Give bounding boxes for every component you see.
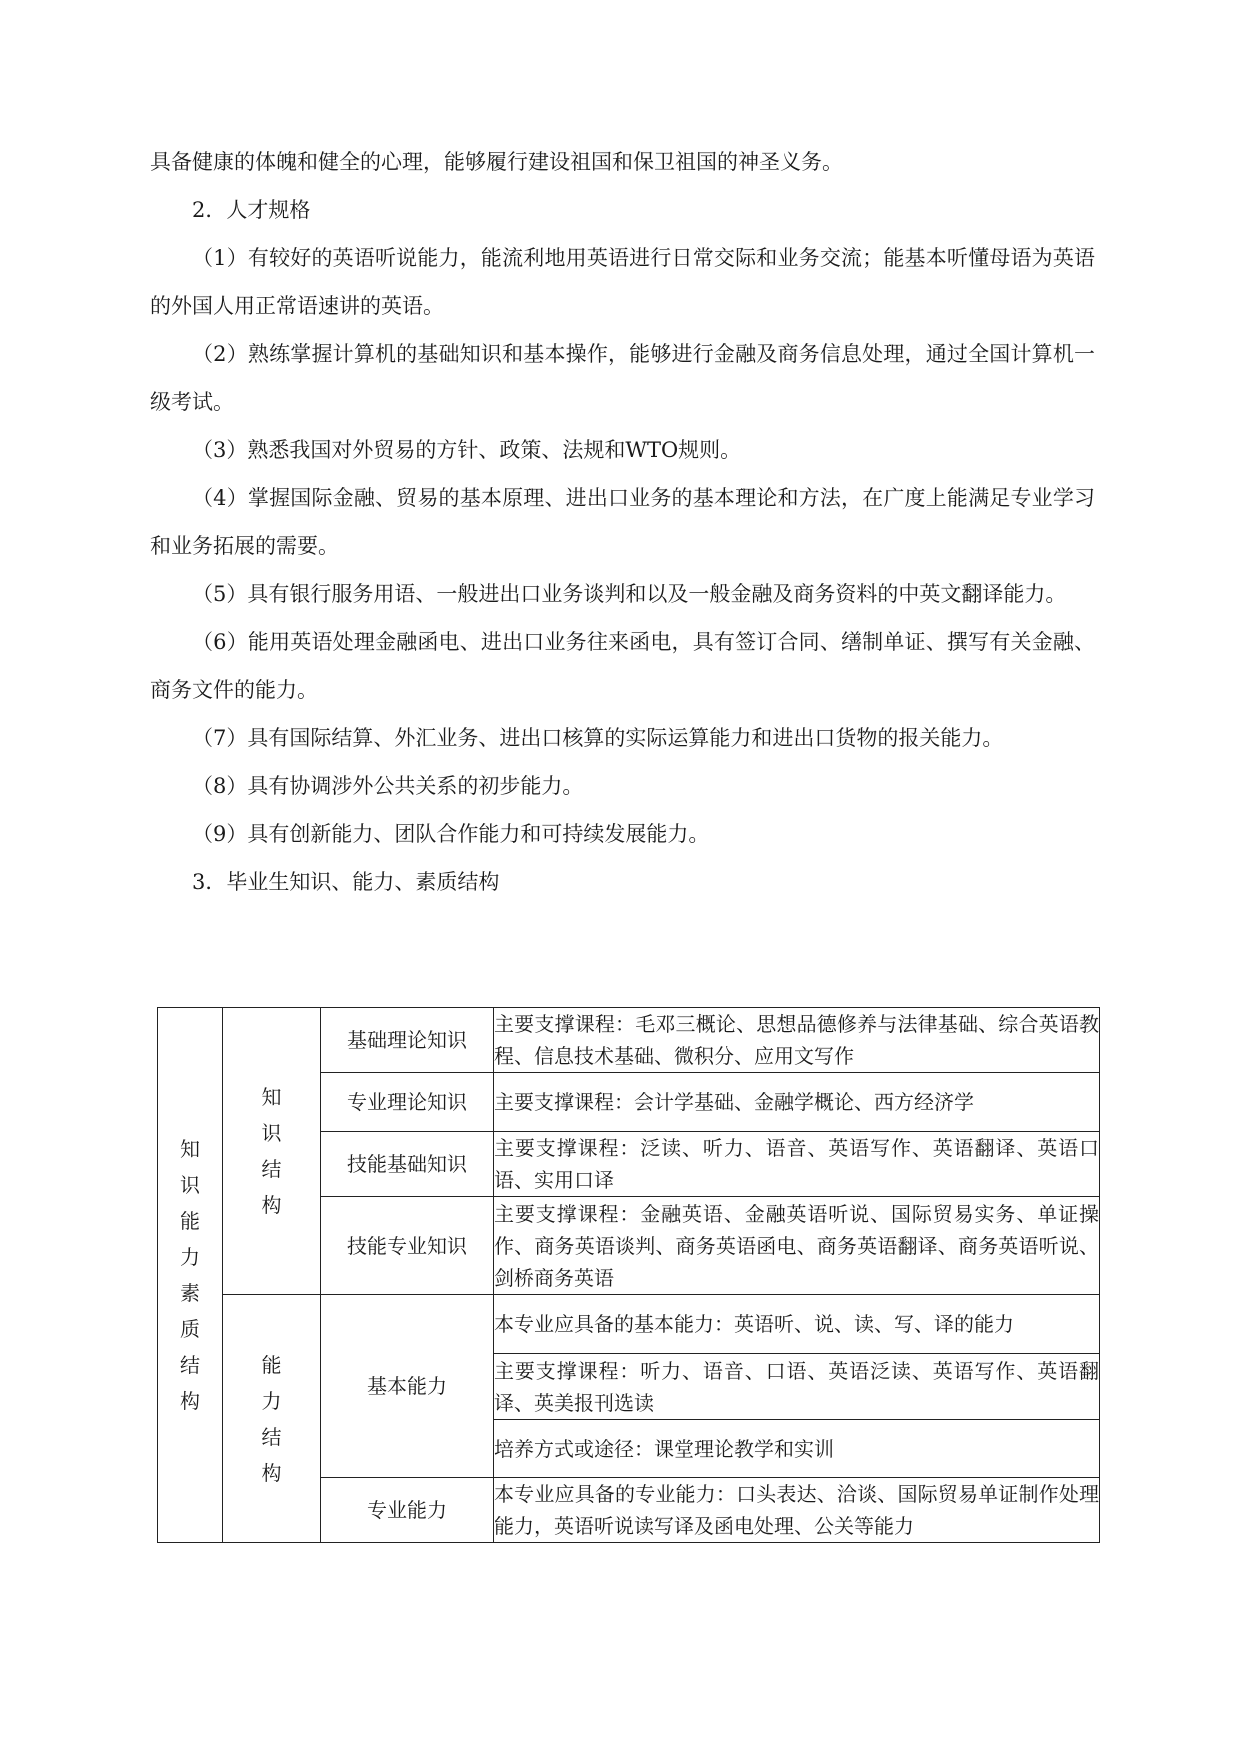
knowledge-structure-label: 知识结构 [261,1085,282,1217]
spec-item-6: （6）能用英语处理金融函电、进出口业务往来函电，具有签订合同、缮制单证、撰写有关金融、商务文件的能力。 [150,630,1095,702]
category-cell: 技能专业知识 [321,1197,494,1295]
category-cell: 基础理论知识 [321,1008,494,1073]
ability-structure-label: 能力结构 [261,1352,282,1485]
ability-cell: 主要支撑课程：听力、语音、口语、英语泛读、英语写作、英语翻译、英美报刊选读 [494,1354,1100,1420]
spec-item-7: （7）具有国际结算、外汇业务、进出口核算的实际运算能力和进出口货物的报关能力。 [192,726,1004,750]
ability-cell: 本专业应具备的基本能力：英语听、说、读、写、译的能力 [494,1295,1100,1354]
paragraph-intro-end: 具备健康的体魄和健全的心理，能够履行建设祖国和保卫祖国的神圣义务。 [150,150,843,174]
spec-item-1: （1）有较好的英语听说能力，能流利地用英语进行日常交际和业务交流；能基本听懂母语为英语的外国人用正常语速讲的英语。 [150,246,1095,318]
knowledge-ability-structure-table [157,1007,1100,1543]
course-cell: 主要支撑课程：会计学基础、金融学概论、西方经济学 [494,1073,1100,1132]
category-cell: 专业能力 [321,1478,494,1543]
ability-cell: 培养方式或途径：课堂理论教学和实训 [494,1420,1100,1478]
section-heading-structure: 3．毕业生知识、能力、素质结构 [192,870,500,894]
category-cell: 基本能力 [321,1295,494,1478]
category-cell: 技能基础知识 [321,1132,494,1197]
course-cell: 主要支撑课程：泛读、听力、语音、英语写作、英语翻译、英语口语、实用口译 [494,1132,1100,1197]
spec-item-9: （9）具有创新能力、团队合作能力和可持续发展能力。 [192,822,710,846]
spec-item-8: （8）具有协调涉外公共关系的初步能力。 [192,774,584,798]
section-heading-talent-spec: 2．人才规格 [192,198,311,222]
course-cell: 主要支撑课程：毛邓三概论、思想品德修养与法律基础、综合英语教程、信息技术基础、微积分、应用文写作 [494,1008,1100,1073]
ability-structure-cell [223,1295,321,1543]
spec-item-4: （4）掌握国际金融、贸易的基本原理、进出口业务的基本理论和方法，在广度上能满足专业学习和业务拓展的需要。 [150,486,1095,558]
course-cell: 主要支撑课程：金融英语、金融英语听说、国际贸易实务、单证操作、商务英语谈判、商务英语函电、商务英语翻译、商务英语听说、剑桥商务英语 [494,1197,1100,1295]
spec-item-5: （5）具有银行服务用语、一般进出口业务谈判和以及一般金融及商务资料的中英文翻译能力。 [192,582,1067,606]
document-body [150,138,1095,906]
outer-label: 知识能力素质结构 [180,1137,200,1413]
spec-item-2: （2）熟练掌握计算机的基础知识和基本操作，能够进行金融及商务信息处理，通过全国计算机一级考试。 [150,342,1095,414]
knowledge-structure-cell [223,1008,321,1295]
outer-label-cell [158,1008,223,1543]
spec-item-3: （3）熟悉我国对外贸易的方针、政策、法规和WTO规则。 [192,438,742,462]
category-cell: 专业理论知识 [321,1073,494,1132]
ability-cell: 本专业应具备的专业能力：口头表达、洽谈、国际贸易单证制作处理能力，英语听说读写译及函电处理、公关等能力 [494,1478,1100,1543]
